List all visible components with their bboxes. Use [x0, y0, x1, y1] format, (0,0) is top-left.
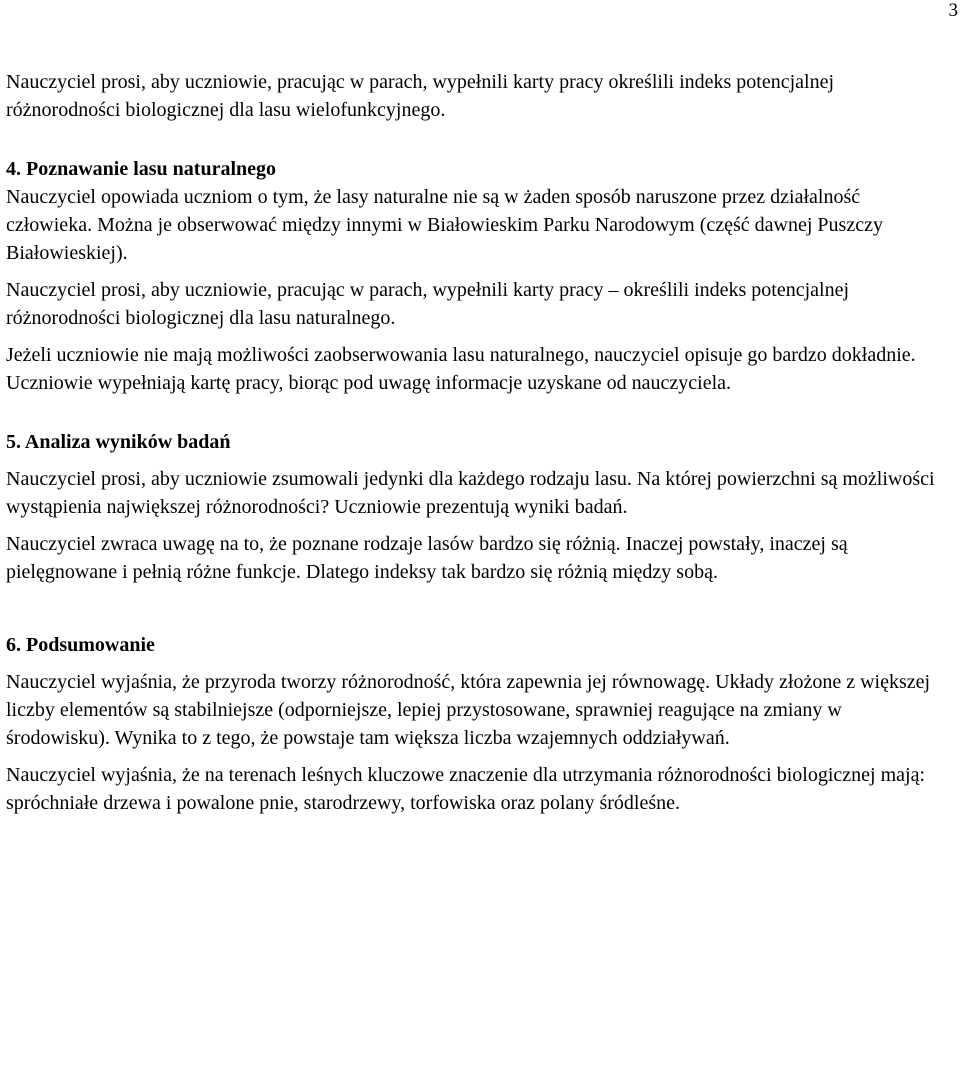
section-6-paragraph-2: Nauczyciel wyjaśnia, że na terenach leśnych kluczowe znaczenie dla utrzymania różnorodności biologicznej mają: spróchniałe drzewa i powalone pnie, starodrzewy, torfowiska oraz polany śródleśne. [6, 764, 926, 814]
document-body [6, 68, 948, 817]
page-number: 3 [948, 0, 958, 21]
section-6-number: 6. [6, 634, 21, 656]
section-4-title: Poznawanie lasu naturalnego [26, 158, 277, 180]
spacer [6, 595, 948, 631]
section-6-paragraph-1: Nauczyciel wyjaśnia, że przyroda tworzy różnorodność, która zapewnia jej równowagę. Układy złożone z większej liczby elementów są stabilniejsze (odporniejsze, lepiej przystosowane, sprawniej reagujące na zmiany w środowisku). Wynika to z tego, że powstaje tam większa liczba wzajemnych oddziaływań. [6, 671, 931, 749]
section-4-paragraph-1: Nauczyciel opowiada uczniom o tym, że lasy naturalne nie są w żaden sposób naruszone przez działalność człowieka. Można je obserwować między innymi w Białowieskim Parku Narodowym (część dawnej Puszczy Białowieskiej). [6, 186, 883, 264]
section-4-paragraph-3: Jeżeli uczniowie nie mają możliwości zaobserwowania lasu naturalnego, nauczyciel opisuje go bardzo dokładnie. Uczniowie wypełniają kartę pracy, biorąc pod uwagę informacje uzyskane od nauczyciela. [6, 344, 916, 394]
spacer [6, 133, 948, 155]
intro-paragraph: Nauczyciel prosi, aby uczniowie, pracując w parach, wypełnili karty pracy określili indeks potencjalnej różnorodności biologicznej dla lasu wielofunkcyjnego. [6, 71, 835, 121]
section-5-heading [6, 428, 948, 456]
section-5-title: Analiza wyników badań [24, 431, 231, 453]
section-5-paragraph-2: Nauczyciel zwraca uwagę na to, że poznane rodzaje lasów bardzo się różnią. Inaczej powstały, inaczej są pielęgnowane i pełnią różne funkcje. Dlatego indeksy tak bardzo się różnią między sobą. [6, 533, 848, 583]
section-6-title: Podsumowanie [26, 634, 155, 656]
section-4-heading [6, 155, 948, 183]
section-4-paragraph-2: Nauczyciel prosi, aby uczniowie, pracując w parach, wypełnili karty pracy – określili indeks potencjalnej różnorodności biologicznej dla lasu naturalnego. [6, 279, 850, 329]
spacer [6, 406, 948, 428]
section-4-number: 4. [6, 158, 21, 180]
section-5-paragraph-1: Nauczyciel prosi, aby uczniowie zsumowali jedynki dla każdego rodzaju lasu. Na której powierzchni są możliwości wystąpienia największej różnorodności? Uczniowie prezentują wyniki badań. [6, 468, 935, 518]
section-6-heading [6, 631, 948, 659]
section-5-number: 5. [6, 431, 21, 453]
